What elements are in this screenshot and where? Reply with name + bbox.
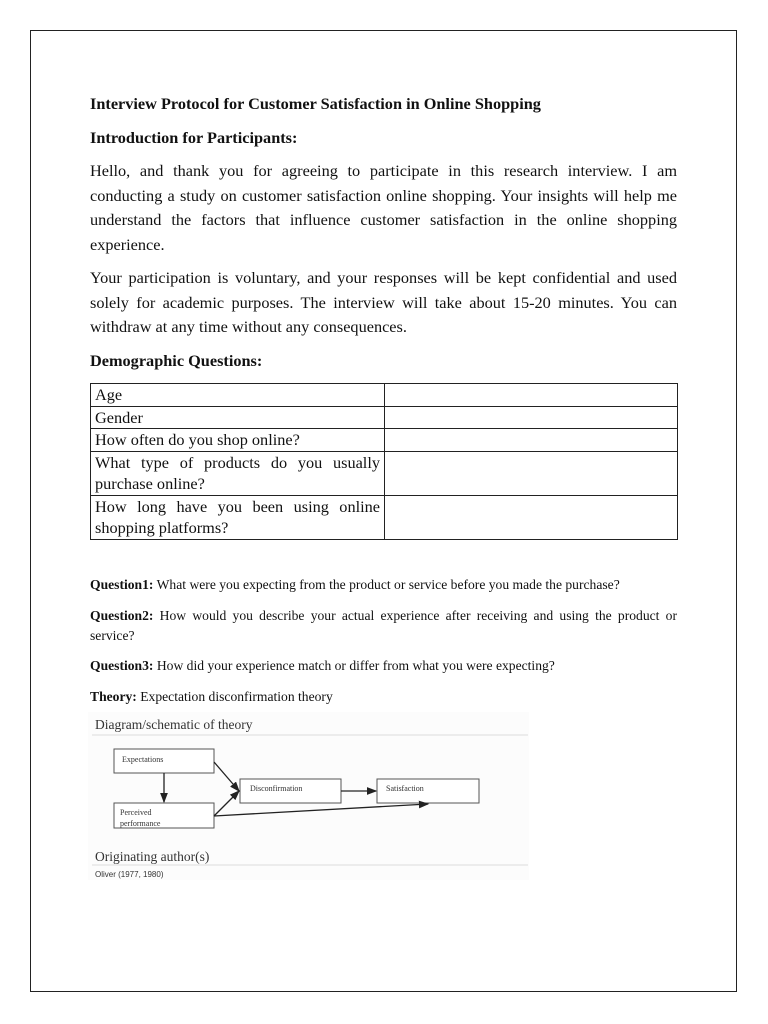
perceived-label-1: Perceived xyxy=(120,808,152,817)
row-label: What type of products do you usually purchase online? xyxy=(91,451,385,495)
question-text: What were you expecting from the product or service before you made the purchase? xyxy=(153,577,620,592)
question-text: How did your experience match or differ from what you were expecting? xyxy=(153,658,555,673)
intro-paragraph-1: Hello, and thank you for agreeing to participate in this research interview. I am conducting a study on customer satisfaction online shopping. Your insights will help me understand the factors that influence customer satisfaction in the online shopping experience. xyxy=(90,161,677,254)
diagram-svg xyxy=(88,712,529,880)
row-label: Age xyxy=(91,384,385,407)
answer-cell[interactable] xyxy=(385,451,678,495)
question-2 xyxy=(90,606,677,646)
table-row xyxy=(91,384,678,407)
document-title: Interview Protocol for Customer Satisfaction in Online Shopping xyxy=(90,94,541,113)
table-row xyxy=(91,406,678,429)
author-text: Oliver (1977, 1980) xyxy=(95,870,164,879)
intro-paragraph-2: Your participation is voluntary, and your responses will be kept confidential and used solely for academic purposes. The interview will take about 15-20 minutes. You can withdraw at any time without any consequences. xyxy=(90,268,677,336)
row-label: How long have you been using online shopping platforms? xyxy=(91,495,385,539)
row-label: Gender xyxy=(91,406,385,429)
answer-cell[interactable] xyxy=(385,495,678,539)
expectations-label: Expectations xyxy=(122,755,164,764)
theory-diagram xyxy=(88,712,529,880)
table-row xyxy=(91,495,678,539)
theory-line xyxy=(90,687,677,707)
theory-text: Expectation disconfirmation theory xyxy=(136,689,333,704)
satisfaction-label: Satisfaction xyxy=(386,784,424,793)
answer-cell[interactable] xyxy=(385,384,678,407)
question-1 xyxy=(90,575,677,595)
perceived-label-2: performance xyxy=(120,819,161,828)
disconfirmation-label: Disconfirmation xyxy=(250,784,303,793)
row-label: How often do you shop online? xyxy=(91,429,385,452)
arrow xyxy=(214,762,239,791)
question-label: Question2: xyxy=(90,608,154,623)
answer-cell[interactable] xyxy=(385,429,678,452)
table-row xyxy=(91,429,678,452)
demographic-table xyxy=(90,383,678,540)
intro-heading: Introduction for Participants: xyxy=(90,128,298,147)
question-3 xyxy=(90,656,677,676)
question-text: How would you describe your actual experience after receiving and using the product or service? xyxy=(90,608,677,643)
arrow xyxy=(214,791,239,816)
question-label: Question3: xyxy=(90,658,154,673)
answer-cell[interactable] xyxy=(385,406,678,429)
demographic-heading: Demographic Questions: xyxy=(90,351,263,370)
author-heading: Originating author(s) xyxy=(95,849,210,864)
question-label: Question1: xyxy=(90,577,154,592)
diagram-heading: Diagram/schematic of theory xyxy=(95,717,253,732)
table-row xyxy=(91,451,678,495)
theory-label: Theory: xyxy=(90,689,137,704)
arrow xyxy=(214,804,428,816)
